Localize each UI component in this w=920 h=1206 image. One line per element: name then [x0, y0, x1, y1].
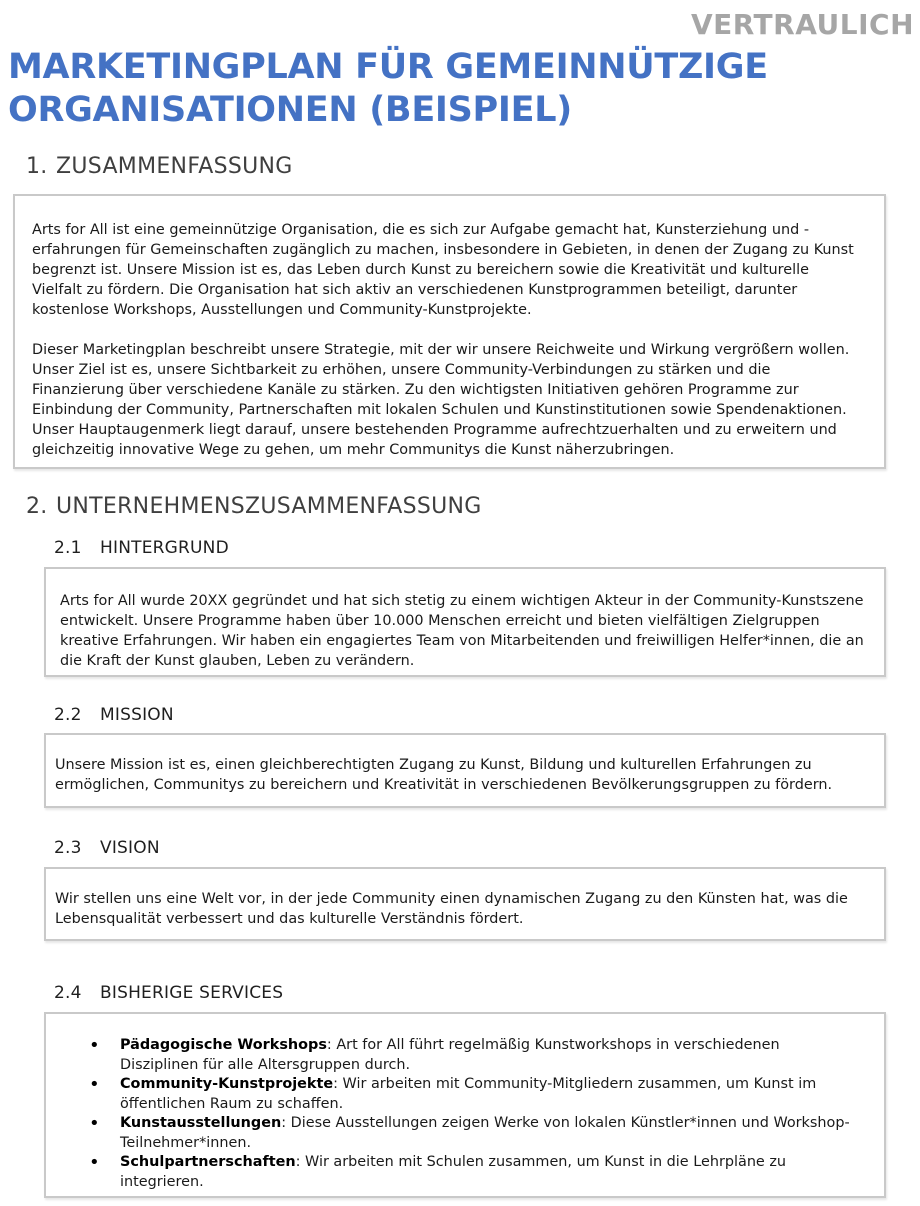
section-2-heading [26, 494, 482, 519]
section-2-title: UNTERNEHMENSZUSAMMENFASSUNG [56, 494, 482, 519]
service-term: Schulpartnerschaften [120, 1154, 296, 1170]
service-term: Kunstausstellungen [120, 1115, 282, 1131]
services-box [44, 1012, 886, 1198]
subsection-2-4-title: BISHERIGE SERVICES [100, 983, 284, 1003]
list-item [46, 1075, 858, 1114]
background-text: Arts for All wurde 20XX gegründet und hat sich stetig zu einem wichtigen Akteur in der Community-Kunstszene entwickelt. Unsere Programme haben über 10.000 Menschen erreicht und bieten vielfältigen Zielgruppen kreative Erfahrungen. Wir haben ein engagiertes Team von Mitarbeitenden und freiwilligen Helfer*innen, die an die Kraft der Kunst glauben, Leben zu verändern. [60, 593, 864, 669]
subsection-2-1-number: 2.1 [54, 538, 82, 558]
summary-paragraph-1: Arts for All ist eine gemeinnützige Organisation, die es sich zur Aufgabe gemacht hat, Kunsterziehung und -erfahrungen für Gemeinschaften zugänglich zu machen, insbesondere in Gebieten, in denen der Zugang zu Kunst begrenzt ist. Unsere Mission ist es, das Leben durch Kunst zu bereichern sowie die Kreativität und kulturelle Vielfalt zu fördern. Die Organisation hat sich aktiv an verschiedenen Kunstprogrammen beteiligt, darunter kostenlose Workshops, Ausstellungen und Community-Kunstprojekte. [32, 222, 854, 318]
subsection-2-2-title: MISSION [100, 705, 174, 725]
service-description: : Wir arbeiten mit Schulen zusammen, um Kunst in die Lehrpläne zu integrieren. [120, 1154, 787, 1190]
section-2-number: 2. [26, 494, 48, 519]
section-1-heading [26, 154, 293, 179]
list-item [46, 1153, 858, 1192]
service-term: Pädagogische Workshops [120, 1037, 327, 1053]
document-title: MARKETINGPLAN FÜR GEMEINNÜTZIGE ORGANISATIONEN (BEISPIEL) [8, 47, 768, 130]
list-item [46, 1036, 858, 1075]
service-description: : Wir arbeiten mit Community-Mitgliedern zusammen, um Kunst im öffentlichen Raum zu schaffen. [120, 1076, 817, 1112]
background-box [44, 567, 886, 677]
list-item [46, 1114, 858, 1153]
subsection-2-1-heading [54, 538, 229, 558]
vision-text: Wir stellen uns eine Welt vor, in der jede Community einen dynamischen Zugang zu den Künsten hat, was die Lebensqualität verbessert und das kulturelle Verständnis fördert. [55, 891, 848, 927]
subsection-2-3-heading [54, 838, 160, 858]
subsection-2-1-title: HINTERGRUND [100, 538, 229, 558]
confidential-label: VERTRAULICH [690, 8, 914, 41]
service-term: Community-Kunstprojekte [120, 1076, 334, 1092]
summary-paragraph-2: Dieser Marketingplan beschreibt unsere Strategie, mit der wir unsere Reichweite und Wirkung vergrößern wollen. Unser Ziel ist es, unsere Sichtbarkeit zu erhöhen, unsere Community-Verbindungen zu stärken und die Finanzierung über verschiedene Kanäle zu stärken. Zu den wichtigsten Initiativen gehören Programme zur Einbindung der Community, Partnerschaften mit lokalen Schulen und Kunstinstitutionen sowie Spendenaktionen. Unser Hauptaugenmerk liegt darauf, unsere bestehenden Programme aufrechtzuerhalten und zu erweitern und gleichzeitig innovative Wege zu gehen, um mehr Communitys die Kunst näherzubringen. [32, 342, 850, 458]
vision-box [44, 867, 886, 941]
section-1-number: 1. [26, 154, 48, 179]
subsection-2-2-number: 2.2 [54, 705, 82, 725]
summary-box [13, 194, 886, 469]
section-1-title: ZUSAMMENFASSUNG [56, 154, 293, 179]
mission-text: Unsere Mission ist es, einen gleichberechtigten Zugang zu Kunst, Bildung und kulturellen Erfahrungen zu ermöglichen, Communitys zu bereichern und Kreativität in verschiedenen Bevölkerungsgruppen zu fördern. [55, 757, 833, 793]
service-description: : Diese Ausstellungen zeigen Werke von lokalen Künstler*innen und Workshop-Teilnehmer*innen. [120, 1115, 850, 1151]
services-list [46, 1036, 858, 1192]
subsection-2-4-heading [54, 983, 283, 1003]
service-description: : Art for All führt regelmäßig Kunstworkshops in verschiedenen Disziplinen für alle Altersgruppen durch. [120, 1037, 780, 1073]
mission-box [44, 733, 886, 808]
subsection-2-3-number: 2.3 [54, 838, 82, 858]
subsection-2-3-title: VISION [100, 838, 160, 858]
subsection-2-4-number: 2.4 [54, 983, 82, 1003]
subsection-2-2-heading [54, 705, 174, 725]
